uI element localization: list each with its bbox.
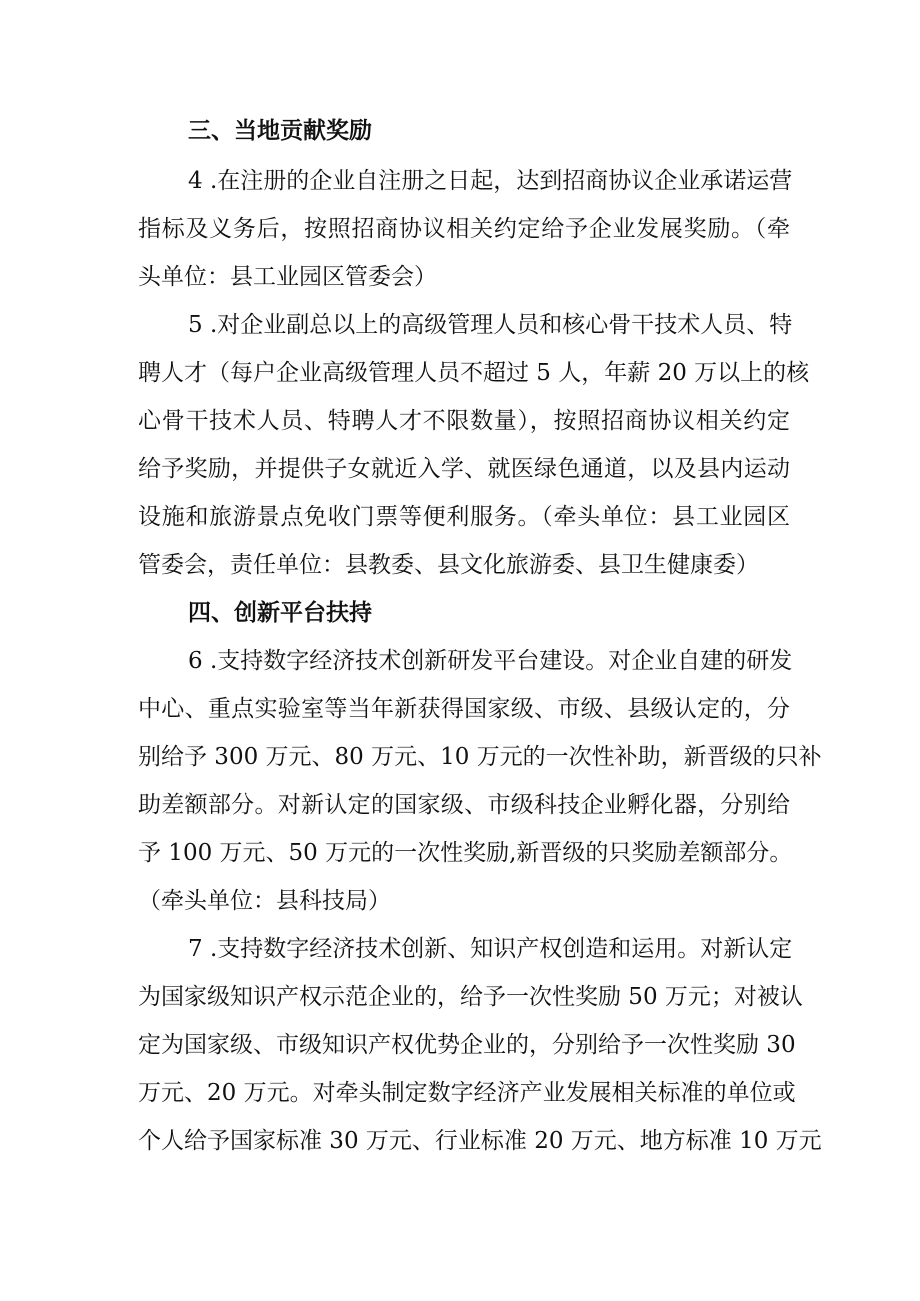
item-5-line-3: 心骨干技术人员、特聘人才不限数量），按照招商协议相关约定 — [138, 408, 790, 434]
item-7-line-4: 万元、20 万元。对牵头制定数字经济产业发展相关标准的单位或 — [138, 1080, 796, 1106]
item-7-line-3: 定为国家级、市级知识产权优势企业的，分别给予一次性奖励 30 — [138, 1032, 796, 1058]
item-6-line-4: 助差额部分。对新认定的国家级、市级科技企业孵化器，分别给 — [138, 792, 790, 818]
item-5-line-4: 给予奖励，并提供子女就近入学、就医绿色通道，以及县内运动 — [138, 456, 790, 482]
item-6-line-6: （牵头单位：县科技局） — [138, 888, 391, 914]
item-7-line-5: 个人给予国家标准 30 万元、行业标准 20 万元、地方标准 10 万元 — [138, 1128, 822, 1154]
section-heading-3: 三、当地贡献奖励 — [188, 118, 372, 144]
section-heading-4: 四、创新平台扶持 — [188, 600, 372, 626]
item-5-line-5: 设施和旅游景点免收门票等便利服务。（牵头单位：县工业园区 — [138, 504, 790, 530]
item-5-line-6: 管委会，责任单位：县教委、县文化旅游委、县卫生健康委） — [138, 552, 759, 578]
item-6-line-3: 别给予 300 万元、80 万元、10 万元的一次性补助，新晋级的只补 — [138, 744, 822, 770]
item-6-line-5: 予 100 万元、50 万元的一次性奖励,新晋级的只奖励差额部分。 — [138, 840, 793, 866]
item-5-line-2: 聘人才（每户企业高级管理人员不超过 5 人，年薪 20 万以上的核 — [138, 360, 810, 386]
item-4-line-1: 4 .在注册的企业自注册之日起，达到招商协议企业承诺运营 — [188, 168, 793, 194]
item-4-line-2: 指标及义务后，按照招商协议相关约定给予企业发展奖励。（牵 — [138, 216, 790, 242]
item-7-line-1: 7 .支持数字经济技术创新、知识产权创造和运用。对新认定 — [188, 936, 793, 962]
item-5-line-1: 5 .对企业副总以上的高级管理人员和核心骨干技术人员、特 — [188, 312, 793, 338]
item-7-line-2: 为国家级知识产权示范企业的，给予一次性奖励 50 万元；对被认 — [138, 984, 803, 1010]
item-4-line-3: 头单位：县工业园区管委会） — [138, 264, 437, 290]
item-6-line-2: 中心、重点实验室等当年新获得国家级、市级、县级认定的，分 — [138, 696, 790, 722]
item-6-line-1: 6 .支持数字经济技术创新研发平台建设。对企业自建的研发 — [188, 648, 793, 674]
